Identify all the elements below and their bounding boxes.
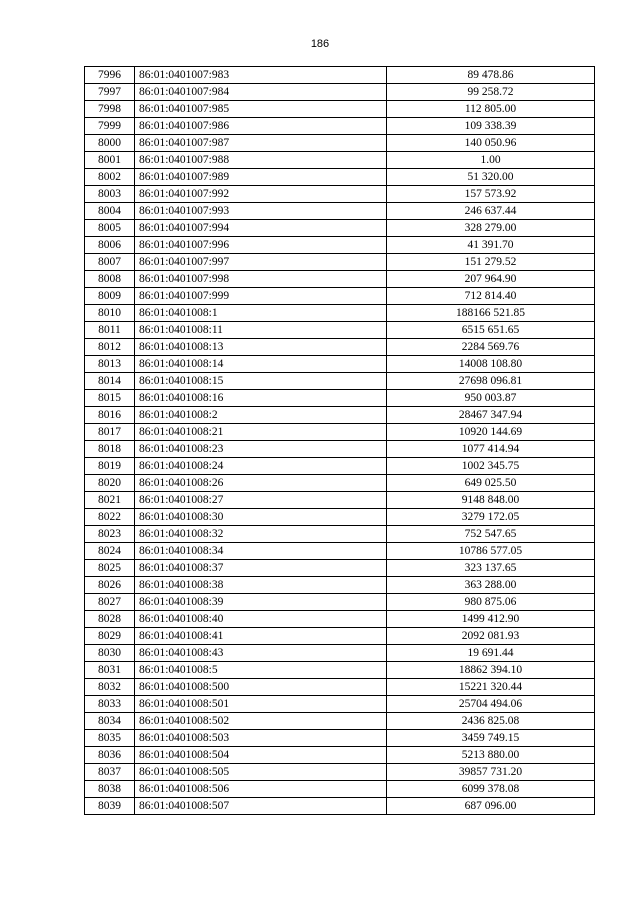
cadastral-value: 246 637.44 (387, 203, 595, 220)
row-number: 8025 (85, 560, 135, 577)
table-row (85, 526, 595, 543)
cadastral-number: 86:01:0401007:986 (135, 118, 387, 135)
row-number: 8007 (85, 254, 135, 271)
cadastral-number: 86:01:0401008:39 (135, 594, 387, 611)
table-row (85, 628, 595, 645)
row-number: 8018 (85, 441, 135, 458)
cadastral-value: 649 025.50 (387, 475, 595, 492)
cadastral-number: 86:01:0401007:997 (135, 254, 387, 271)
row-number: 8021 (85, 492, 135, 509)
row-number: 8020 (85, 475, 135, 492)
cadastral-value: 99 258.72 (387, 84, 595, 101)
cadastral-value: 3279 172.05 (387, 509, 595, 526)
cadastral-value: 712 814.40 (387, 288, 595, 305)
cadastral-value: 151 279.52 (387, 254, 595, 271)
cadastral-number: 86:01:0401007:985 (135, 101, 387, 118)
row-number: 7999 (85, 118, 135, 135)
table-body (85, 67, 595, 815)
table-row (85, 220, 595, 237)
table-row (85, 169, 595, 186)
row-number: 8038 (85, 781, 135, 798)
cadastral-number: 86:01:0401008:13 (135, 339, 387, 356)
cadastral-number: 86:01:0401008:15 (135, 373, 387, 390)
cadastral-number: 86:01:0401008:43 (135, 645, 387, 662)
row-number: 8002 (85, 169, 135, 186)
cadastral-number: 86:01:0401007:988 (135, 152, 387, 169)
table-row (85, 713, 595, 730)
cadastral-value: 15221 320.44 (387, 679, 595, 696)
cadastral-value: 10920 144.69 (387, 424, 595, 441)
table-row (85, 356, 595, 373)
table-row (85, 135, 595, 152)
table-row (85, 458, 595, 475)
row-number: 8036 (85, 747, 135, 764)
table-row (85, 101, 595, 118)
cadastral-value: 18862 394.10 (387, 662, 595, 679)
cadastral-value-table (84, 66, 595, 815)
cadastral-number: 86:01:0401007:996 (135, 237, 387, 254)
cadastral-value: 89 478.86 (387, 67, 595, 84)
row-number: 8008 (85, 271, 135, 288)
cadastral-number: 86:01:0401008:501 (135, 696, 387, 713)
table-row (85, 305, 595, 322)
cadastral-value: 28467 347.94 (387, 407, 595, 424)
cadastral-value: 157 573.92 (387, 186, 595, 203)
cadastral-value: 188166 521.85 (387, 305, 595, 322)
table-row (85, 424, 595, 441)
row-number: 8028 (85, 611, 135, 628)
cadastral-value: 6515 651.65 (387, 322, 595, 339)
table-row (85, 475, 595, 492)
table-row (85, 288, 595, 305)
cadastral-value: 19 691.44 (387, 645, 595, 662)
table-row (85, 322, 595, 339)
cadastral-number: 86:01:0401007:994 (135, 220, 387, 237)
row-number: 8015 (85, 390, 135, 407)
cadastral-number: 86:01:0401008:504 (135, 747, 387, 764)
cadastral-number: 86:01:0401008:21 (135, 424, 387, 441)
row-number: 8004 (85, 203, 135, 220)
row-number: 8027 (85, 594, 135, 611)
cadastral-number: 86:01:0401008:503 (135, 730, 387, 747)
cadastral-number: 86:01:0401008:502 (135, 713, 387, 730)
row-number: 7998 (85, 101, 135, 118)
row-number: 8029 (85, 628, 135, 645)
cadastral-number: 86:01:0401007:999 (135, 288, 387, 305)
cadastral-number: 86:01:0401008:27 (135, 492, 387, 509)
cadastral-value: 109 338.39 (387, 118, 595, 135)
cadastral-value: 950 003.87 (387, 390, 595, 407)
table-row (85, 67, 595, 84)
cadastral-number: 86:01:0401008:14 (135, 356, 387, 373)
cadastral-number: 86:01:0401007:998 (135, 271, 387, 288)
table-row (85, 509, 595, 526)
cadastral-value: 39857 731.20 (387, 764, 595, 781)
row-number: 8012 (85, 339, 135, 356)
row-number: 8037 (85, 764, 135, 781)
table-row (85, 390, 595, 407)
cadastral-value: 41 391.70 (387, 237, 595, 254)
cadastral-value: 112 805.00 (387, 101, 595, 118)
row-number: 8005 (85, 220, 135, 237)
row-number: 8011 (85, 322, 135, 339)
cadastral-number: 86:01:0401007:989 (135, 169, 387, 186)
row-number: 8000 (85, 135, 135, 152)
row-number: 8026 (85, 577, 135, 594)
cadastral-value: 2092 081.93 (387, 628, 595, 645)
table-row (85, 407, 595, 424)
table-row (85, 118, 595, 135)
table-row (85, 84, 595, 101)
table-row (85, 254, 595, 271)
row-number: 8031 (85, 662, 135, 679)
cadastral-number: 86:01:0401008:24 (135, 458, 387, 475)
cadastral-number: 86:01:0401008:506 (135, 781, 387, 798)
table-row (85, 492, 595, 509)
row-number: 8022 (85, 509, 135, 526)
row-number: 8009 (85, 288, 135, 305)
row-number: 8003 (85, 186, 135, 203)
table-row (85, 679, 595, 696)
page-number: 186 (310, 38, 330, 50)
table-row (85, 696, 595, 713)
row-number: 7997 (85, 84, 135, 101)
cadastral-number: 86:01:0401008:11 (135, 322, 387, 339)
row-number: 8010 (85, 305, 135, 322)
cadastral-value: 5213 880.00 (387, 747, 595, 764)
table-row (85, 611, 595, 628)
row-number: 8033 (85, 696, 135, 713)
cadastral-number: 86:01:0401008:23 (135, 441, 387, 458)
cadastral-value: 1.00 (387, 152, 595, 169)
table-row (85, 662, 595, 679)
table-row (85, 645, 595, 662)
table-row (85, 543, 595, 560)
cadastral-value: 2436 825.08 (387, 713, 595, 730)
table-row (85, 560, 595, 577)
row-number: 8001 (85, 152, 135, 169)
cadastral-number: 86:01:0401007:992 (135, 186, 387, 203)
row-number: 8023 (85, 526, 135, 543)
cadastral-number: 86:01:0401008:40 (135, 611, 387, 628)
cadastral-value: 207 964.90 (387, 271, 595, 288)
cadastral-value: 3459 749.15 (387, 730, 595, 747)
cadastral-number: 86:01:0401008:41 (135, 628, 387, 645)
table-row (85, 798, 595, 815)
cadastral-number: 86:01:0401008:38 (135, 577, 387, 594)
table-row (85, 747, 595, 764)
row-number: 8013 (85, 356, 135, 373)
table-row (85, 152, 595, 169)
cadastral-value: 1077 414.94 (387, 441, 595, 458)
cadastral-number: 86:01:0401008:505 (135, 764, 387, 781)
cadastral-number: 86:01:0401008:16 (135, 390, 387, 407)
cadastral-number: 86:01:0401007:993 (135, 203, 387, 220)
table-row (85, 764, 595, 781)
cadastral-value: 363 288.00 (387, 577, 595, 594)
row-number: 8032 (85, 679, 135, 696)
cadastral-value: 1002 345.75 (387, 458, 595, 475)
cadastral-number: 86:01:0401007:984 (135, 84, 387, 101)
cadastral-number: 86:01:0401008:2 (135, 407, 387, 424)
cadastral-value: 140 050.96 (387, 135, 595, 152)
cadastral-value: 10786 577.05 (387, 543, 595, 560)
row-number: 8035 (85, 730, 135, 747)
row-number: 8039 (85, 798, 135, 815)
row-number: 8014 (85, 373, 135, 390)
cadastral-value: 51 320.00 (387, 169, 595, 186)
cadastral-number: 86:01:0401008:26 (135, 475, 387, 492)
cadastral-value: 1499 412.90 (387, 611, 595, 628)
cadastral-number: 86:01:0401008:32 (135, 526, 387, 543)
cadastral-value: 328 279.00 (387, 220, 595, 237)
cadastral-value: 14008 108.80 (387, 356, 595, 373)
table-row (85, 203, 595, 220)
cadastral-number: 86:01:0401008:507 (135, 798, 387, 815)
table-row (85, 730, 595, 747)
table-row (85, 237, 595, 254)
table-row (85, 441, 595, 458)
table-row (85, 577, 595, 594)
row-number: 8024 (85, 543, 135, 560)
row-number: 7996 (85, 67, 135, 84)
cadastral-value: 6099 378.08 (387, 781, 595, 798)
cadastral-value: 25704 494.06 (387, 696, 595, 713)
cadastral-value: 752 547.65 (387, 526, 595, 543)
row-number: 8030 (85, 645, 135, 662)
cadastral-number: 86:01:0401008:37 (135, 560, 387, 577)
cadastral-number: 86:01:0401008:34 (135, 543, 387, 560)
cadastral-number: 86:01:0401007:987 (135, 135, 387, 152)
cadastral-value: 9148 848.00 (387, 492, 595, 509)
cadastral-number: 86:01:0401008:1 (135, 305, 387, 322)
table-row (85, 781, 595, 798)
row-number: 8017 (85, 424, 135, 441)
table-row (85, 271, 595, 288)
cadastral-number: 86:01:0401007:983 (135, 67, 387, 84)
row-number: 8016 (85, 407, 135, 424)
cadastral-value: 323 137.65 (387, 560, 595, 577)
cadastral-value: 687 096.00 (387, 798, 595, 815)
row-number: 8034 (85, 713, 135, 730)
cadastral-value: 980 875.06 (387, 594, 595, 611)
row-number: 8006 (85, 237, 135, 254)
cadastral-number: 86:01:0401008:500 (135, 679, 387, 696)
row-number: 8019 (85, 458, 135, 475)
table-row (85, 339, 595, 356)
cadastral-value: 2284 569.76 (387, 339, 595, 356)
cadastral-number: 86:01:0401008:30 (135, 509, 387, 526)
cadastral-value: 27698 096.81 (387, 373, 595, 390)
table-row (85, 594, 595, 611)
table-row (85, 186, 595, 203)
table-row (85, 373, 595, 390)
cadastral-number: 86:01:0401008:5 (135, 662, 387, 679)
